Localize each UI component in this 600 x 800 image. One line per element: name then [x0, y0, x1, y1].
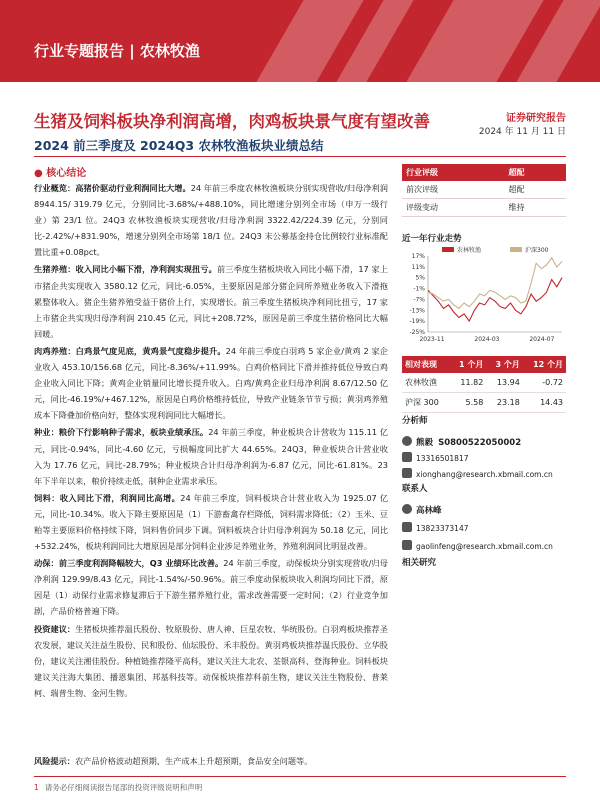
analyst-heading: 分析师 [402, 416, 428, 426]
contact-block: 高林峰 13823373147 gaolinfeng@research.xbmail.com.cn [402, 498, 566, 552]
phone-icon [402, 452, 412, 462]
y-tick-label: 5% [415, 274, 425, 282]
report-type: 证券研究报告 [506, 113, 566, 124]
header-banner [0, 0, 600, 82]
email-icon [402, 540, 412, 550]
legend-swatch [510, 247, 522, 252]
x-tick-label: 2024-07 [529, 336, 555, 343]
paragraph-feed: 饲料：收入同比下滑，利润同比高增。24 年前三季度，饲料板块合计营业收入为 1925.07 亿元，同比-10.34%。收入下降主要原因是（1）下游畜禽存栏降低，饲料需求降低；（2）玉米、豆粕等主要原料价格持续下降，饲料售价同步下调。饲料板块合计归母净利润为 50.18 亿元，同比+532.24%，板块利润同比大增原因是部分饲料企业涉足养殖业务，养殖利润同比明显改善。 [34, 492, 388, 552]
person-icon [402, 504, 412, 514]
legend-label: 农林牧渔 [457, 247, 482, 254]
analyst-email[interactable]: xionghang@research.xbmail.com.cn [416, 470, 553, 479]
contact-email[interactable]: gaolinfeng@research.xbmail.com.cn [416, 542, 553, 551]
rating-header-label: 行业评级 [402, 164, 505, 181]
performance-panel [402, 356, 566, 413]
report-title: 生猪及饲料板块净利润高增，肉鸡板块景气度有望改善 [34, 112, 430, 131]
y-tick-label: -1% [413, 285, 425, 293]
footer-divider [34, 776, 566, 777]
phone-icon [402, 522, 412, 532]
rating-panel [402, 164, 566, 217]
y-tick-label: 11% [411, 263, 425, 271]
footer [34, 782, 202, 793]
section-heading: ● 核心结论 [34, 168, 87, 179]
disclaimer-text: 请务必仔细阅读报告尾部的投资评级说明和声明 [44, 783, 203, 792]
y-tick-label: -19% [409, 318, 425, 326]
table-row: 评级变动 维持 [402, 199, 566, 217]
chart-title: 近一年行业走势 [402, 234, 462, 244]
banner-title: 行业专题报告 | 农林牧渔 [34, 42, 200, 60]
analyst-block: 熊毅 S0800522050002 13316501817 xionghang@research.xbmail.com.cn [402, 430, 566, 478]
x-tick-label: 2024-03 [474, 336, 500, 343]
main-column [34, 180, 388, 702]
paragraph-overview: 行业概览：高猪价驱动行业利润同比大增。24 年前三季度农林牧渔板块分别实现营收/归母净利润 8944.15/ 319.79 亿元，分别同比-3.68%/+488.10%，同比增速分别列全市场（申万一级行业）第 23/1 位。24Q3 农林牧渔板块实现营收/归母净利润 3322.42/224.39 亿元，分别同比-2.42%/+831.90%，增速分别列全市场第 18/1 位。24Q3 末公募基金持仓比例较行业标准配置比重+0.08pct。 [34, 183, 388, 258]
paragraph-animal-health: 动保：前三季度利润降幅较大，Q3 业绩环比改善。24 年前三季度，动保板块分别实现营收/归母净利润 129.99/8.43 亿元，同比-1.54%/-50.96%。前三季度动保板块收入利润均同比下滑，原因是（1）动保行业需求修复滞后于下游生猪养殖行业，需求改善需要一定时间；（2）行业竞争加剧，产品价格普遍下降。 [34, 558, 388, 617]
legend-label: 沪深300 [525, 247, 549, 254]
risk-warning: 风险提示：农产品价格波动超预期，生产成本上升超预期，食品安全问题等。 [34, 756, 313, 766]
paragraph-investment: 投资建议：生猪板块推荐温氏股份、牧原股份、唐人神、巨星农牧、华统股份。白羽鸡板块推荐圣农发展，建议关注益生股份、民和股份、仙坛股份、禾丰股份。黄羽鸡板块推荐温氏股份、立华股份，建议关注湘佳股份。种植链推荐隆平高科，建议关注大北农、荃银高科、登海种业。饲料板块建议关注海大集团、播恩集团、邦基科技等。动保板块推荐科前生物，建议关注生物股份、普莱柯、瑞普生物、金河生物。 [34, 623, 388, 698]
contact-heading: 联系人 [402, 484, 428, 494]
table-row: 沪深 300 5.58 23.18 14.43 [402, 393, 566, 413]
y-tick-label: -25% [409, 329, 425, 336]
y-tick-label: -7% [413, 296, 425, 304]
paragraph-hog: 生猪养殖：收入同比小幅下滑，净利润实现扭亏。前三季度生猪板块收入同比小幅下滑，17 家上市猪企共实现收入 3580.12 亿元，同比-6.05%，主要原因是部分猪企同所养殖业务收入下滑拖累整体收入。猪企生猪养殖受益于猪价上行，实现增长。前三季度生猪板块净利同比扭亏，17 家上市猪企共实现归母净利润 210.45 亿元，同比+208.72%，原因是前三季度生猪价格同比大幅回暖。 [34, 264, 388, 339]
table-row: 前次评级 超配 [402, 181, 566, 199]
trend-chart [402, 246, 566, 346]
x-tick-label: 2023-11 [419, 336, 445, 343]
rating-table [402, 164, 566, 217]
y-tick-label: 17% [411, 253, 425, 260]
related-heading: 相关研究 [402, 558, 437, 568]
email-icon [402, 468, 412, 478]
performance-table: 相对表现 1 个月 3 个月 12 个月 农林牧渔 11.82 13.94 -0.72 沪深 300 5.58 23.18 14.43 [402, 356, 566, 413]
y-tick-label: -13% [409, 307, 425, 315]
person-icon [402, 436, 412, 446]
rating-header-value: 超配 [505, 164, 567, 181]
report-date: 2024 年 11 月 11 日 [478, 127, 566, 137]
report-subtitle: 2024 前三季度及 2024Q3 农林牧渔板块业绩总结 [34, 138, 324, 153]
title-divider [34, 156, 566, 157]
paragraph-chicken: 肉鸡养殖：白鸡景气度见底，黄鸡景气度稳步提升。24 年前三季度白羽鸡 5 家企业/黄鸡 2 家企业收入 453.10/156.68 亿元，同比-8.36%/+11.99%。白鸡价格同比下滑并推持低位导致白鸡企业收入同比下降；黄鸡企业销量同比增长提升收入。白鸡/黄鸡企业归母净利润 8.67/12.50 亿元，同比-46.19%/+467.12%，原因是白鸡价格维持低位，导致产业链条节节亏损；黄羽鸡养殖成本下降叠加价格向好，整体实现利润同比大幅增长。 [34, 345, 388, 421]
page-number: 1 [34, 783, 39, 792]
legend-swatch [442, 247, 454, 252]
paragraph-seed: 种业：粮价下行影响种子需求，板块业绩承压。24 年前三季度，种业板块合计营收为 115.11 亿元，同比-0.94%，同比-4.60 亿元，亏损幅度同比扩大 44.65%。24Q3，种业板块合计营业收入为 17.76 亿元，同比-28.79%；种业板块合计归母净利润为-6.87 亿元，同比-61.81%。23 年下半年以来，粮价持续走低，制种企业需求承压。 [34, 427, 388, 486]
table-row: 农林牧渔 11.82 13.94 -0.72 [402, 373, 566, 393]
